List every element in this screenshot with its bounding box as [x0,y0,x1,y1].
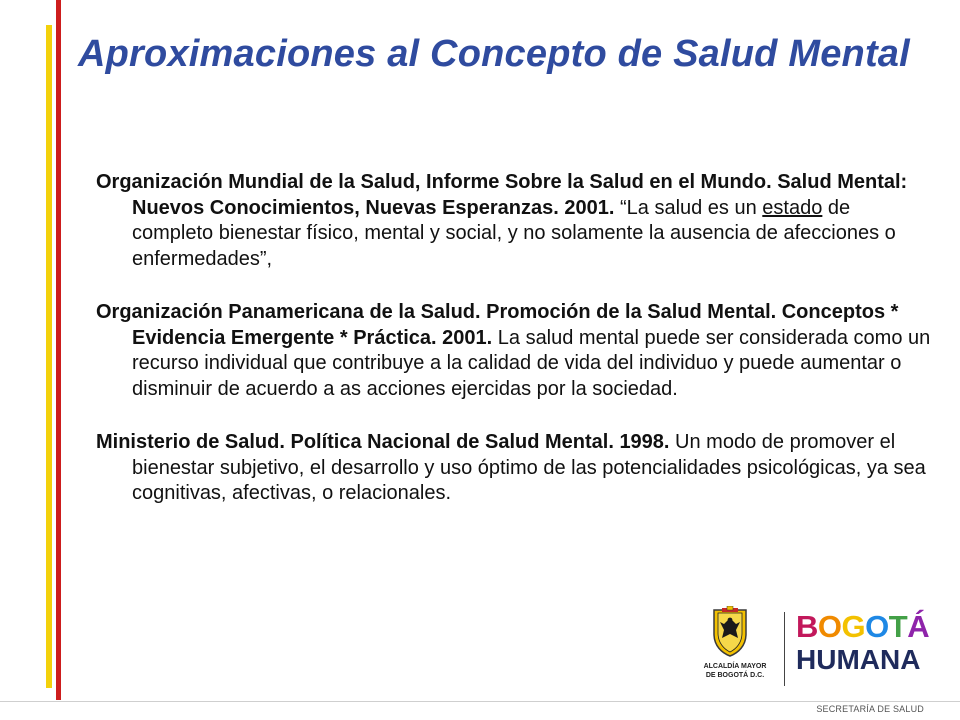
bogota-letter: O [817,609,842,644]
alcaldia-line-2: DE BOGOTÁ D.C. [705,672,765,679]
bogota-wordmark [796,610,929,644]
yellow-accent-bar [46,25,52,688]
alcaldia-caption [700,662,770,680]
humana-wordmark: HUMANA [796,644,921,675]
secretaria-label: SECRETARÍA DE SALUD [816,704,924,714]
reference-paragraph-ops [96,300,934,402]
bogota-letter: G [841,609,866,644]
alcaldia-line-1: ALCALDÍA MAYOR [703,663,767,670]
red-accent-bar [56,0,61,700]
reference-text: La salud mental puede ser considerada como un recurso individual que contribuye a la calidad de vida del individuo y puede aumentar o disminuir de acuerdo a as acciones ejercidas por la sociedad. [132,326,931,400]
reference-quote-end: de completo bienestar físico, mental y social, y no solamente la ausencia de afecciones o enfermedades”, [132,196,896,270]
reference-citation: Ministerio de Salud. Política Nacional de Salud Mental. 1998. [96,431,670,453]
logo-area [700,606,930,694]
slide-body [96,170,934,507]
footer-rule [0,701,960,702]
logo-divider [784,612,785,686]
underlined-word: estado [762,196,823,219]
reference-citation: Organización Mundial de la Salud, Informe Sobre la Salud en el Mundo. Salud Mental: Nuevos Conocimientos, Nuevas Esperanzas. 2001. [96,171,908,219]
reference-text: Un modo de promover el bienestar subjetivo, el desarrollo y uso óptimo de las potencialidades psicológicas, ya sea cognitivas, afectivas, o relacionales. [132,431,926,504]
bogota-letter: Á [907,609,930,644]
slide-title: Aproximaciones al Concepto de Salud Mental [78,33,910,75]
reference-citation: Organización Panamericana de la Salud. Promoción de la Salud Mental. Conceptos * Evidencia Emergente * Práctica. 2001. [96,301,899,349]
bogota-letter: O [865,609,889,644]
reference-paragraph-oms [96,170,934,272]
bogota-letter: T [888,609,908,644]
reference-quote-start: “La salud es un [614,196,763,219]
bogota-coat-of-arms-icon [710,606,750,658]
reference-paragraph-ministerio [96,430,934,507]
bogota-letter: B [796,609,818,644]
